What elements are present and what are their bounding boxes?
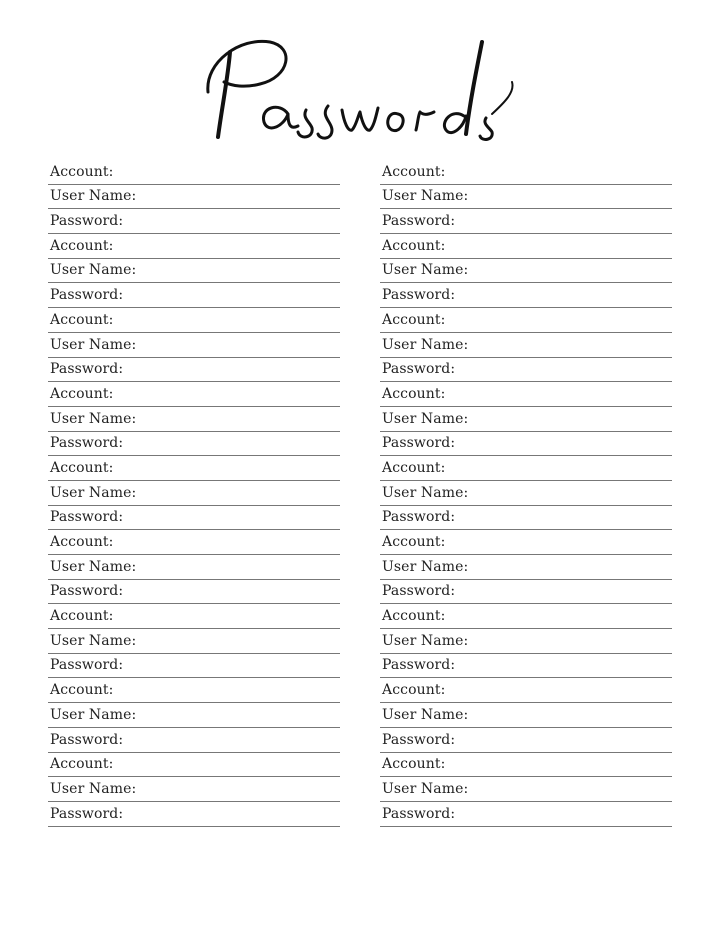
entry-label: User Name:: [382, 484, 469, 501]
entry-label: Password:: [50, 657, 124, 674]
entry-label: Account:: [382, 311, 446, 328]
entry-row[interactable]: [48, 777, 340, 802]
entry-row[interactable]: [380, 753, 672, 778]
entry-row[interactable]: [380, 678, 672, 703]
entry-label: Password:: [382, 805, 456, 822]
entry-row[interactable]: [48, 604, 340, 629]
entry-label: Account:: [50, 163, 114, 180]
entry-label: Account:: [50, 385, 114, 402]
entry-label: User Name:: [382, 262, 469, 279]
entry-label: Password:: [50, 731, 124, 748]
entry-row[interactable]: [48, 333, 340, 358]
entry-label: Password:: [50, 509, 124, 526]
entry-row[interactable]: [48, 259, 340, 284]
entry-label: User Name:: [382, 780, 469, 797]
entry-row[interactable]: [380, 604, 672, 629]
entry-label: User Name:: [382, 188, 469, 205]
entry-row[interactable]: [48, 555, 340, 580]
entry-row[interactable]: [48, 728, 340, 753]
entry-label: Account:: [382, 237, 446, 254]
entry-row[interactable]: [48, 629, 340, 654]
entry-row[interactable]: [380, 308, 672, 333]
entry-label: User Name:: [50, 632, 137, 649]
entry-label: Account:: [50, 534, 114, 550]
entry-label: Account:: [50, 459, 114, 476]
entry-label: User Name:: [50, 336, 137, 353]
entry-label: User Name:: [382, 558, 469, 575]
entry-row[interactable]: [48, 185, 340, 210]
entry-row[interactable]: [380, 629, 672, 654]
entry-row[interactable]: [380, 654, 672, 679]
entry-label: Account:: [382, 163, 446, 180]
entry-label: User Name:: [50, 558, 137, 575]
passwords-script-lettering: [160, 22, 560, 152]
entry-label: Password:: [50, 213, 124, 230]
entry-row[interactable]: [380, 407, 672, 432]
entry-row[interactable]: [48, 580, 340, 605]
entry-row[interactable]: [380, 728, 672, 753]
entry-row[interactable]: [48, 234, 340, 259]
entry-row[interactable]: [380, 185, 672, 210]
entry-row[interactable]: [380, 283, 672, 308]
entry-label: Password:: [50, 435, 124, 452]
entry-label: User Name:: [382, 336, 469, 353]
entry-label: Password:: [50, 361, 124, 378]
entry-row[interactable]: [48, 456, 340, 481]
entry-row[interactable]: [48, 308, 340, 333]
entry-row[interactable]: [380, 382, 672, 407]
entry-row[interactable]: [380, 555, 672, 580]
entry-row[interactable]: [48, 703, 340, 728]
entry-label: Password:: [382, 583, 456, 600]
entry-row[interactable]: [48, 382, 340, 407]
entry-row[interactable]: [48, 283, 340, 308]
entry-label: User Name:: [382, 410, 469, 427]
entry-label: Account:: [50, 682, 114, 699]
entry-label: User Name:: [382, 706, 469, 723]
entry-row[interactable]: [380, 333, 672, 358]
entry-row[interactable]: [380, 209, 672, 234]
entry-label: Password:: [50, 287, 124, 304]
entry-label: Account:: [50, 756, 114, 773]
entry-label: Password:: [382, 361, 456, 378]
entry-row[interactable]: [48, 753, 340, 778]
entry-label: Account:: [50, 311, 114, 328]
entry-label: User Name:: [50, 188, 137, 205]
entry-label: Password:: [382, 657, 456, 674]
entry-row[interactable]: [380, 703, 672, 728]
entry-row[interactable]: [380, 580, 672, 605]
entry-label: Account:: [382, 682, 446, 699]
entry-row[interactable]: [48, 160, 340, 185]
entry-row[interactable]: [48, 802, 340, 827]
entry-label: User Name:: [50, 262, 137, 279]
entry-row[interactable]: [48, 678, 340, 703]
left-column: [48, 160, 340, 827]
entry-label: Account:: [382, 385, 446, 402]
entry-label: Password:: [382, 435, 456, 452]
entry-label: Password:: [50, 583, 124, 600]
entry-row[interactable]: [380, 481, 672, 506]
entry-label: User Name:: [50, 780, 137, 797]
entry-label: Account:: [382, 608, 446, 625]
entry-row[interactable]: [380, 432, 672, 457]
entry-row[interactable]: [380, 530, 672, 555]
entry-row[interactable]: [380, 456, 672, 481]
entry-label: Password:: [382, 287, 456, 304]
entry-row[interactable]: [48, 654, 340, 679]
entry-row[interactable]: [48, 407, 340, 432]
entry-row[interactable]: [48, 432, 340, 457]
entry-row[interactable]: [48, 530, 340, 555]
right-column: [380, 160, 672, 827]
entry-row[interactable]: [380, 802, 672, 827]
entry-label: Account:: [382, 459, 446, 476]
entry-label: User Name:: [50, 706, 137, 723]
entry-row[interactable]: [380, 777, 672, 802]
entry-label: Account:: [382, 534, 446, 550]
entry-row[interactable]: [48, 209, 340, 234]
entry-row[interactable]: [48, 481, 340, 506]
entry-row[interactable]: [380, 358, 672, 383]
entry-row[interactable]: [380, 234, 672, 259]
entry-row[interactable]: [48, 506, 340, 531]
entry-row[interactable]: [380, 506, 672, 531]
entry-label: Account:: [382, 756, 446, 773]
entry-label: Password:: [382, 731, 456, 748]
page-title: [160, 22, 560, 152]
entry-label: Password:: [382, 213, 456, 230]
entry-label: Password:: [50, 805, 124, 822]
entry-label: User Name:: [50, 410, 137, 427]
entry-label: User Name:: [50, 484, 137, 501]
entry-label: User Name:: [382, 632, 469, 649]
entry-label: Account:: [50, 237, 114, 254]
entry-row[interactable]: [48, 358, 340, 383]
entry-label: Account:: [50, 608, 114, 625]
entry-row[interactable]: [380, 259, 672, 284]
entry-label: Password:: [382, 509, 456, 526]
entry-row[interactable]: [380, 160, 672, 185]
